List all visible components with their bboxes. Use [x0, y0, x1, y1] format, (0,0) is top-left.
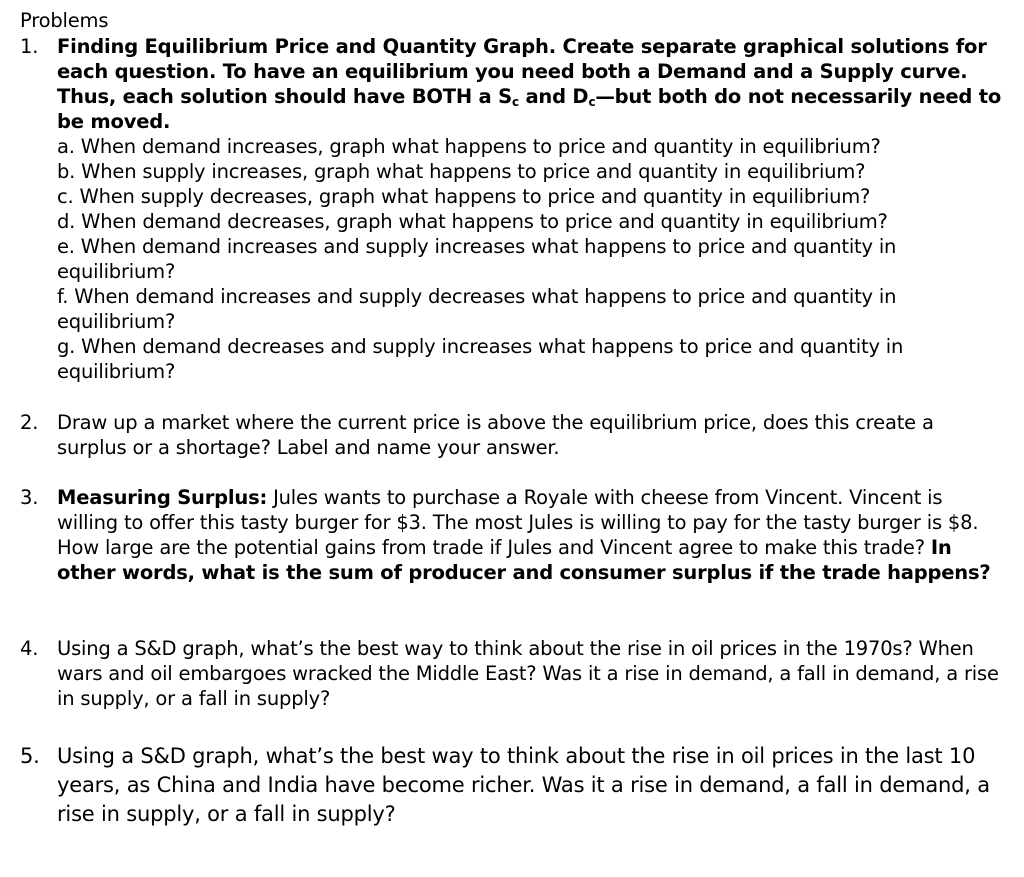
problem-emphasis: In other words, what is the sum of producer and consumer surplus if the trade happens? — [57, 536, 991, 584]
problem-number: 1. — [20, 35, 39, 58]
problem-number: 4. — [20, 637, 39, 660]
problem-body: Draw up a market where the current price is above the equilibrium price, does this create a surplus or a shortage? Label and name your answer. — [57, 411, 934, 459]
problem-number: 3. — [20, 486, 39, 509]
instructions-text: —but both do not necessarily need to be moved. — [57, 85, 1002, 133]
sub-question-e: e. When demand increases and supply increases what happens to price and quantity in equilibrium? — [57, 235, 897, 283]
problem-1-instructions — [57, 34, 1007, 134]
sub-question-f: f. When demand increases and supply decreases what happens to price and quantity in equilibrium? — [57, 285, 897, 333]
sub-question-g: g. When demand decreases and supply increases what happens to price and quantity in equilibrium? — [57, 335, 904, 383]
problem-text: Jules wants to purchase a Royale with cheese from Vincent. Vincent is willing to offer this tasty burger for $3. The most Jules is willing to pay for the tasty burger is $8. How large are the potential gains from trade if Jules and Vincent agree to make this trade? — [57, 486, 979, 559]
instructions-text: Finding Equilibrium Price and Quantity Graph. Create separate graphical solutions for each question. To have an equilibrium you need both a Demand and a Supply curve. Thus, each solution should have BOTH a S — [57, 35, 987, 108]
problem-body: Using a S&D graph, what’s the best way to think about the rise in oil prices in the 1970s? When wars and oil embargoes wracked the Middle East? Was it a rise in demand, a fall in demand, a rise in supply, or a fall in supply? — [57, 637, 999, 710]
sub-question-b: b. When supply increases, graph what happens to price and quantity in equilibrium? — [57, 160, 866, 183]
instructions-text: and D — [518, 85, 589, 108]
problem-number: 2. — [20, 411, 39, 434]
problem-body — [57, 34, 1007, 384]
problem-label: Measuring Surplus: — [57, 486, 268, 509]
sub-question-c: c. When supply decreases, graph what happens to price and quantity in equilibrium? — [57, 185, 871, 208]
problem-body: Using a S&D graph, what’s the best way to think about the rise in oil prices in the last 10 years, as China and India have become richer. Was it a rise in demand, a fall in demand, a rise in supply, or a fall in supply? — [57, 744, 990, 826]
subscript-c: c — [511, 95, 519, 109]
problem-body — [57, 485, 1007, 585]
sub-question-a: a. When demand increases, graph what happens to price and quantity in equilibrium? — [57, 135, 881, 158]
subscript-c: c — [588, 95, 596, 109]
problem-number: 5. — [20, 744, 40, 768]
sub-question-d: d. When demand decreases, graph what happens to price and quantity in equilibrium? — [57, 210, 888, 233]
section-heading: Problems — [20, 9, 109, 32]
